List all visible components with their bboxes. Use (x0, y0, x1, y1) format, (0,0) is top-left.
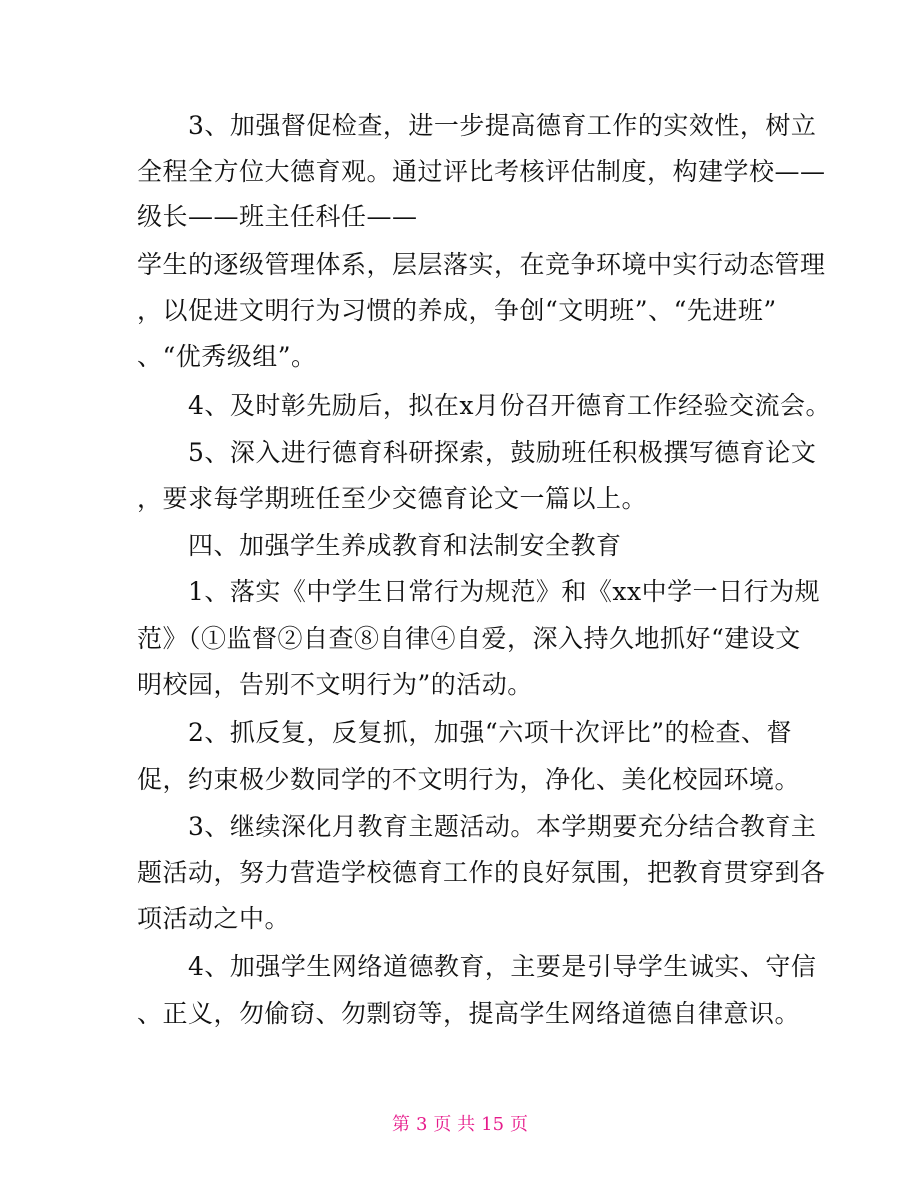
text-line: 项活动之中。 (137, 904, 291, 933)
text-line: 5、深入进行德育科研探索，鼓励班任积极撰写德育论文 (137, 438, 817, 467)
text-line: 、正义，勿偷窃、勿剽窃等，提高学生网络道德自律意识。 (137, 999, 801, 1028)
footer-suffix: 页 (510, 1114, 529, 1135)
text-line: ，要求每学期班任至少交德育论文一篇以上。 (137, 484, 648, 513)
text-line: 3、继续深化月教育主题活动。本学期要充分结合教育主 (137, 812, 817, 841)
current-page-number: 3 (415, 1114, 428, 1135)
total-page-count: 15 (481, 1114, 505, 1135)
page-number-footer (0, 1113, 920, 1137)
text-line: 题活动，努力营造学校德育工作的良好氛围，把教育贯穿到各 (137, 858, 826, 887)
text-line: 4、加强学生网络道德教育，主要是引导学生诚实、守信 (137, 952, 817, 981)
text-line: 全程全方位大德育观。通过评比考核评估制度，构建学校—— (137, 157, 826, 186)
text-line: 学生的逐级管理体系，层层落实，在竞争环境中实行动态管理 (137, 250, 826, 279)
text-line: 明校园，告别不文明行为”的活动。 (137, 670, 533, 699)
text-line: 3、加强督促检查，进一步提高德育工作的实效性，树立 (137, 111, 817, 140)
footer-mid: 页 共 (433, 1114, 476, 1135)
text-line: ，以促进文明行为习惯的养成，争创“文明班”、“先进班” (137, 296, 777, 325)
footer-prefix: 第 (391, 1114, 410, 1135)
text-line: 范》（①监督②自查⑧自律④自爱，深入持久地抓好“建设文 (137, 624, 801, 653)
text-line: 、“优秀级组”。 (137, 342, 317, 371)
section-heading: 四、加强学生养成教育和法制安全教育 (137, 531, 622, 560)
text-line: 促，约束极少数同学的不文明行为，净化、美化校园环境。 (137, 765, 801, 794)
text-line: 级长——班主任科任—— (137, 202, 418, 231)
text-line: 4、及时彰先励后，拟在x月份召开德育工作经验交流会。 (137, 391, 832, 420)
text-line: 1、落实《中学生日常行为规范》和《xx中学一日行为规 (137, 577, 821, 606)
text-line: 2、抓反复，反复抓，加强“六项十次评比”的检查、督 (137, 718, 792, 747)
